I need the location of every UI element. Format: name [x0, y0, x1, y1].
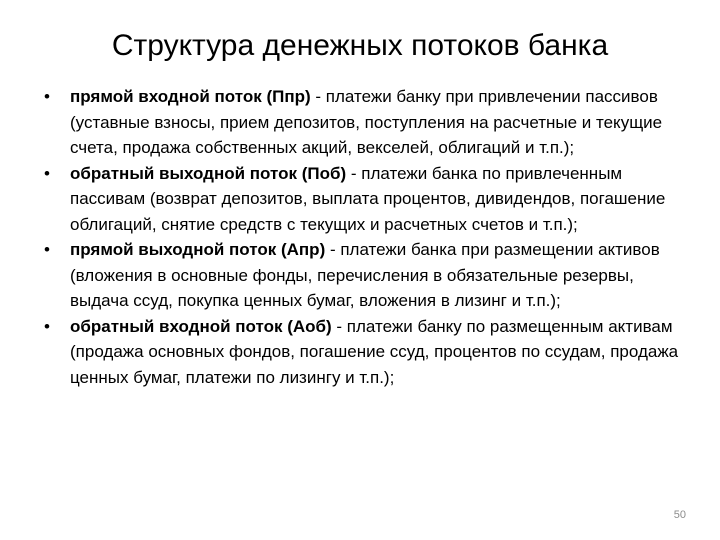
bullet-marker: • [44, 316, 50, 336]
bullet-item-reverse-inflow [44, 314, 684, 391]
bullet-term: обратный выходной поток (Поб) [70, 163, 347, 183]
slide-title: Структура денежных потоков банка [111, 29, 609, 62]
bullet-item-direct-outflow [44, 237, 684, 314]
page-number: 50 [673, 509, 686, 521]
bullet-term: прямой выходной поток (Апр) [70, 240, 326, 259]
bullet-description: - платежи банка по привлеченным пассивам (возврат депозитов, выплата процентов, дивидендов, погашение облигаций, снятие средств с текущих и расчетных счетов и т.п.); [70, 163, 666, 234]
bullet-term: обратный входной поток (Аоб) [70, 316, 332, 336]
bullet-item-reverse-outflow [44, 161, 684, 238]
bullet-marker: • [44, 87, 50, 106]
bullet-description: - платежи банка при размещении активов (вложения в основные фонды, перечисления в обязательные резервы, выдача ссуд, покупка ценных бумаг, вложения в лизинг и т.п.); [70, 240, 660, 310]
bullet-description: - платежи банку по размещенным активам (продажа основных фондов, погашение ссуд, процентов по ссудам, продажа ценных бумаг, платежи по лизингу и т.п.); [70, 316, 679, 387]
bullet-list [44, 84, 684, 390]
bullet-item-direct-inflow [44, 84, 684, 161]
bullet-description: - платежи банку при привлечении пассивов (уставные взносы, прием депозитов, поступления на расчетные и текущие счета, продажа собственных акций, векселей, облигаций и т.п.); [70, 87, 663, 157]
bullet-term: прямой входной поток (Ппр) [70, 87, 311, 106]
bullet-marker: • [44, 163, 50, 183]
bullet-marker: • [44, 240, 50, 259]
